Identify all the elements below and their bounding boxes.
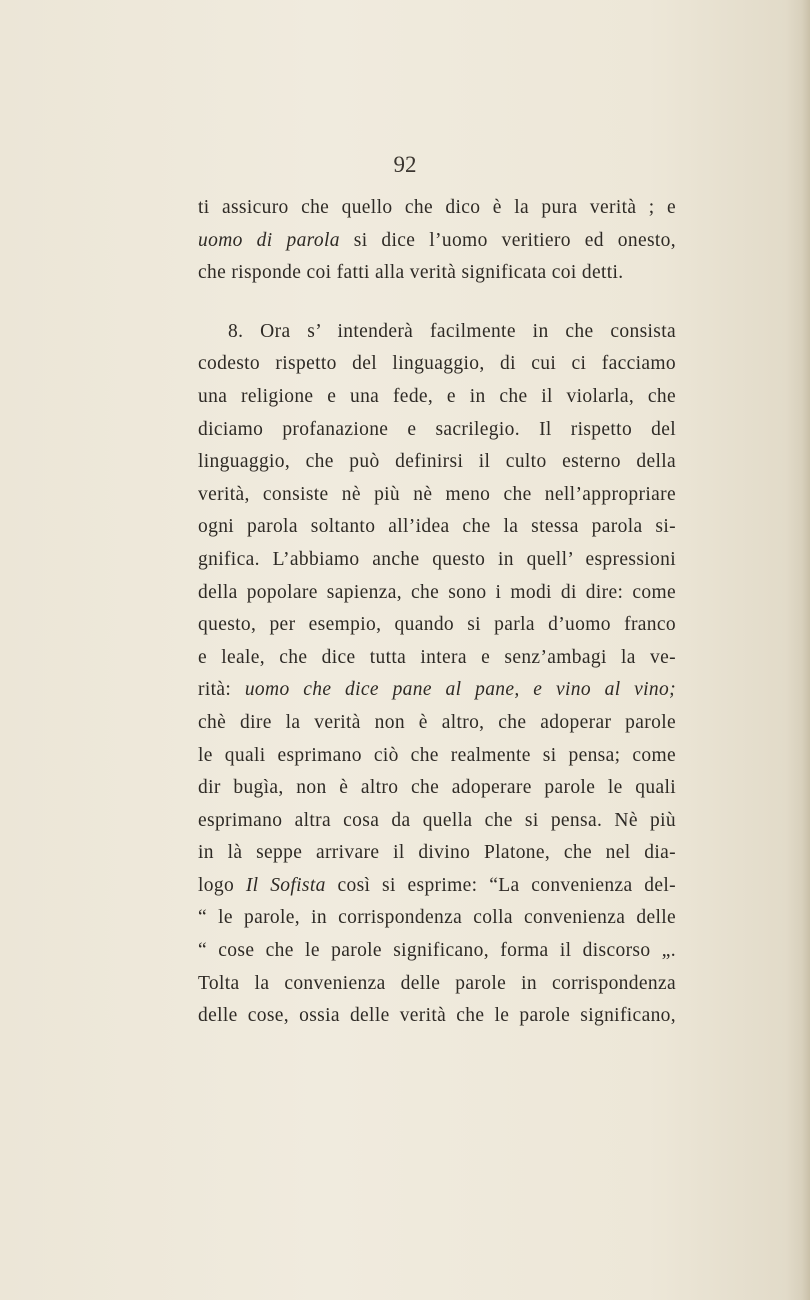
text-line: codesto rispetto del linguaggio, di cui ci facciamo xyxy=(198,353,676,375)
page-number: 92 xyxy=(393,152,417,177)
text-line: ti assicuro che quello che dico è la pura verità ; e xyxy=(198,197,676,218)
text-line: una religione e una fede, e in che il violarla, che xyxy=(198,385,676,407)
text-line xyxy=(198,225,676,258)
text-line: “ le parole, in corrispondenza colla convenienza delle xyxy=(198,907,676,929)
text-line: in là seppe arrivare il divino Platone, che nel dia- xyxy=(198,842,676,864)
italic-phrase: uomo di parola xyxy=(198,229,340,251)
text-line: esprimano altra cosa da quella che si pensa. Nè più xyxy=(198,809,676,831)
italic-title: Il Sofista xyxy=(245,874,326,896)
body-text xyxy=(198,192,676,1033)
text-line: che risponde coi fatti alla verità significata coi detti. xyxy=(198,262,624,284)
text-run: così si esprime: “La convenienza del- xyxy=(325,874,676,896)
text-line: della popolare sapienza, che sono i modi di dire: come xyxy=(198,581,676,603)
text-line: questo, per esempio, quando si parla d’uomo franco xyxy=(198,614,676,636)
text-line xyxy=(198,870,676,903)
text-line: verità, consiste nè più nè meno che nell’appropriare xyxy=(198,483,676,505)
text-line: le quali esprimano ciò che realmente si pensa; come xyxy=(198,744,676,766)
text-run: rità: xyxy=(198,679,245,701)
text-run: logo xyxy=(198,874,246,896)
text-line: 8. Ora s’ intenderà facilmente in che consista xyxy=(228,320,676,342)
text-line: Tolta la convenienza delle parole in corrispondenza xyxy=(198,972,676,994)
text-line: diciamo profanazione e sacrilegio. Il rispetto del xyxy=(198,418,676,440)
text-line xyxy=(198,674,676,707)
text-line: dir bugìa, non è altro che adoperare parole le quali xyxy=(198,777,676,799)
text-line: delle cose, ossia delle verità che le parole significano, xyxy=(198,1005,676,1027)
text-line: gnifica. L’abbiamo anche questo in quell’ espressioni xyxy=(198,548,676,570)
text-line: “ cose che le parole significano, forma il discorso „. xyxy=(198,940,676,962)
page-edge xyxy=(802,0,810,1300)
text-line: chè dire la verità non è altro, che adoperar parole xyxy=(198,711,676,733)
text-line: ogni parola soltanto all’idea che la stessa parola si- xyxy=(198,516,676,538)
text-line: linguaggio, che può definirsi il culto esterno della xyxy=(198,451,676,473)
paragraph-gap xyxy=(198,290,676,316)
text-run: si dice l’uomo veritiero ed onesto, xyxy=(339,229,677,251)
italic-phrase: uomo che dice pane al pane, e vino al vino; xyxy=(244,679,676,701)
text-line: e leale, che dice tutta intera e senz’ambagi la ve- xyxy=(198,646,676,668)
